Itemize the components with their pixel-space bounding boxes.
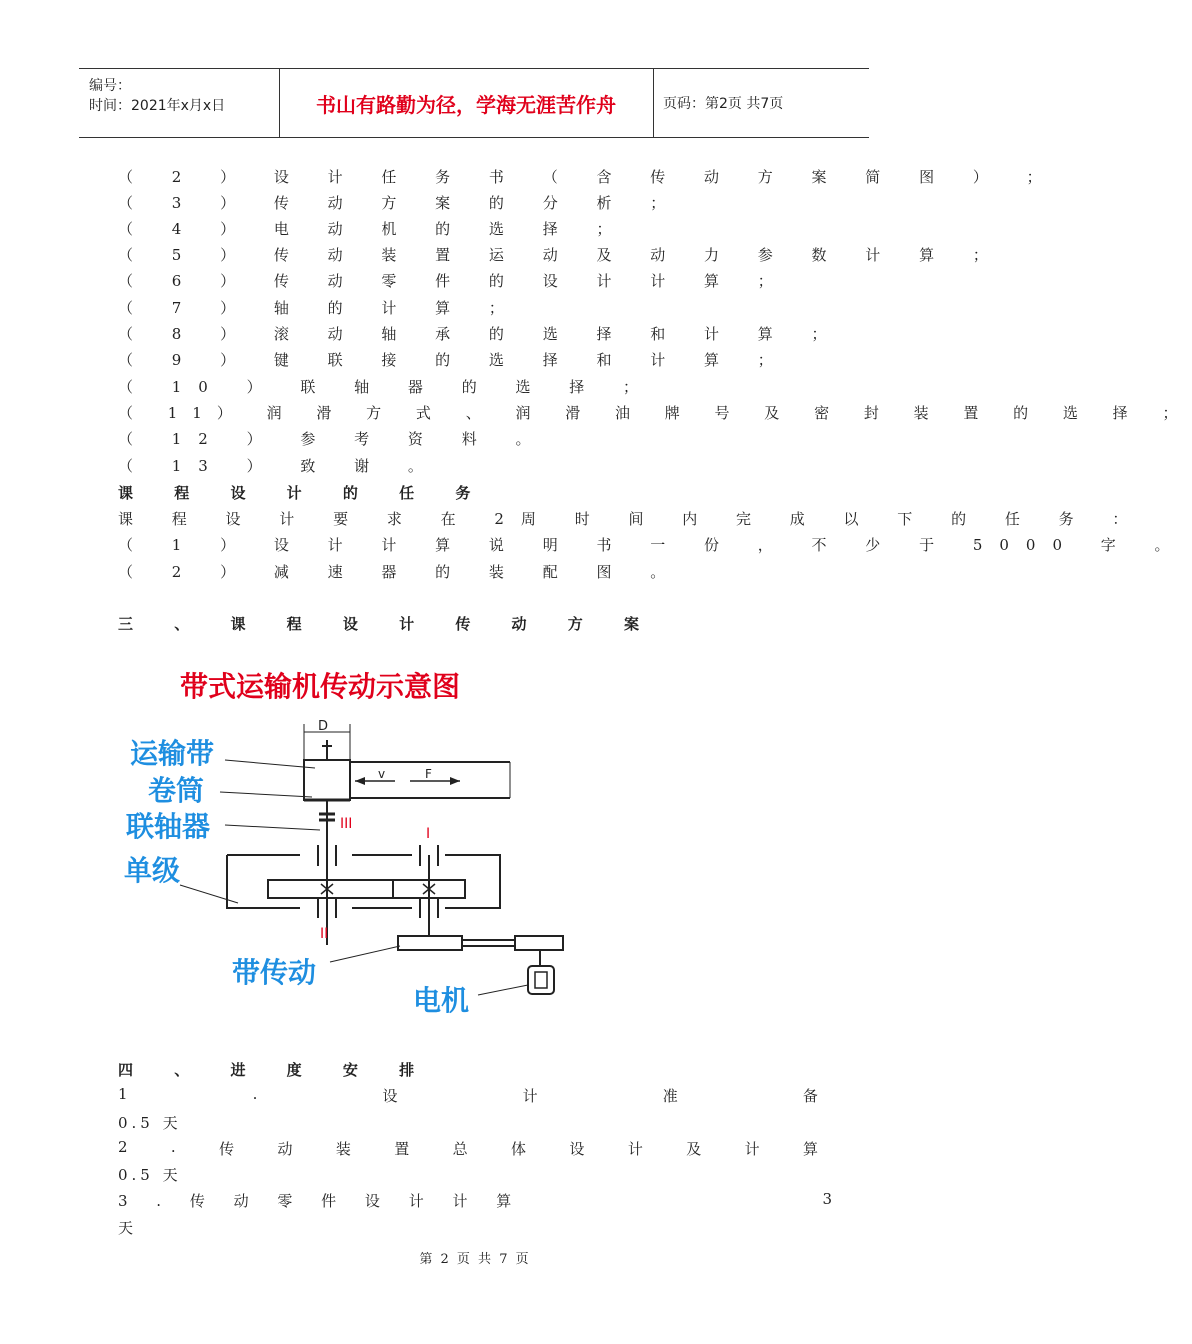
- section3-heading: 三 、 课 程 设 计 传 动 方 案: [118, 615, 658, 633]
- schedule-row: 1 . 设 计 准 备: [118, 1085, 818, 1105]
- task-heading: 课 程 设 计 的 任 务: [118, 484, 489, 502]
- list-item: （ 4 ） 电 动 机 的 选 择 ；: [118, 220, 629, 238]
- belt-pulley: [398, 936, 462, 950]
- shaft-1-label: I: [426, 826, 431, 842]
- page-number-label: 页码：第2页 共7页: [663, 96, 784, 112]
- velocity-label: v: [378, 767, 386, 781]
- label-drum: 卷筒: [148, 774, 205, 807]
- label-coupling: 联轴器: [126, 810, 211, 843]
- task-item: （ 1 ） 设 计 计 算 说 明 书 一 份 ， 不 少 于 5000 字 。: [118, 536, 1187, 554]
- dimension-d-label: D: [318, 719, 329, 734]
- section4-heading: 四 、 进 度 安 排: [118, 1061, 433, 1079]
- time-label: 时间：2021年x月x日: [89, 98, 226, 114]
- motor-pulley: [515, 936, 563, 950]
- page-footer: 第 2 页 共 7 页: [419, 1252, 531, 1267]
- label-single-stage: 单级: [124, 854, 181, 887]
- list-item: （ 5 ） 传 动 装 置 运 动 及 动 力 参 数 计 算 ；: [118, 246, 1005, 264]
- shaft-2-label: II: [320, 926, 329, 942]
- force-label: F: [425, 767, 432, 781]
- task-intro: 课 程 设 计 要 求 在 2周 时 间 内 完 成 以 下 的 任 务 ：: [118, 510, 1145, 528]
- list-item: （ 10 ） 联 轴 器 的 选 择 ；: [118, 378, 656, 396]
- list-item: （ 12 ） 参 考 资 料 。: [118, 430, 548, 448]
- list-item: （ 11） 润 滑 方 式 、 润 滑 油 牌 号 及 密 封 装 置 的 选 择 ；: [118, 404, 1192, 422]
- motto: 书山有路勤为径，学海无涯苦作舟: [279, 69, 654, 137]
- list-item: （ 13 ） 致 谢 。: [118, 457, 440, 475]
- schedule-duration: 0.5 天: [118, 1114, 182, 1132]
- label-motor: 电机: [413, 984, 470, 1017]
- label-belt-drive: 带传动: [232, 956, 317, 989]
- list-item: （ 7 ） 轴 的 计 算 ；: [118, 299, 521, 317]
- task-item: （ 2 ） 减 速 器 的 装 配 图 。: [118, 563, 683, 581]
- list-item: （ 3 ） 传 动 方 案 的 分 析 ；: [118, 194, 683, 212]
- header-info-cell: [79, 69, 280, 137]
- shaft-3-label: III: [340, 816, 353, 832]
- transmission-diagram: [110, 660, 580, 1030]
- schedule-row: 2 . 传 动 装 置 总 体 设 计 及 计 算: [118, 1138, 818, 1158]
- gear-left: [268, 880, 393, 898]
- list-item: （ 2 ） 设 计 任 务 书 （ 含 传 动 方 案 简 图 ） ；: [118, 168, 1059, 186]
- list-item: （ 8 ） 滚 动 轴 承 的 选 择 和 计 算 ；: [118, 325, 844, 343]
- drum-shape: [304, 760, 350, 800]
- list-item: （ 9 ） 键 联 接 的 选 择 和 计 算 ；: [118, 351, 790, 369]
- label-conveyor-belt: 运输带: [130, 737, 215, 770]
- schedule-duration: 0.5 天: [118, 1166, 182, 1184]
- page-header: [79, 68, 869, 138]
- schedule-duration: 天: [118, 1219, 138, 1237]
- number-label: 编号：: [89, 78, 131, 94]
- list-item: （ 6 ） 传 动 零 件 的 设 计 计 算 ；: [118, 272, 790, 290]
- diagram-title: 带式运输机传动示意图: [180, 670, 461, 703]
- schedule-row: 3 . 传 动 零 件 设 计 计 算 3: [118, 1190, 832, 1210]
